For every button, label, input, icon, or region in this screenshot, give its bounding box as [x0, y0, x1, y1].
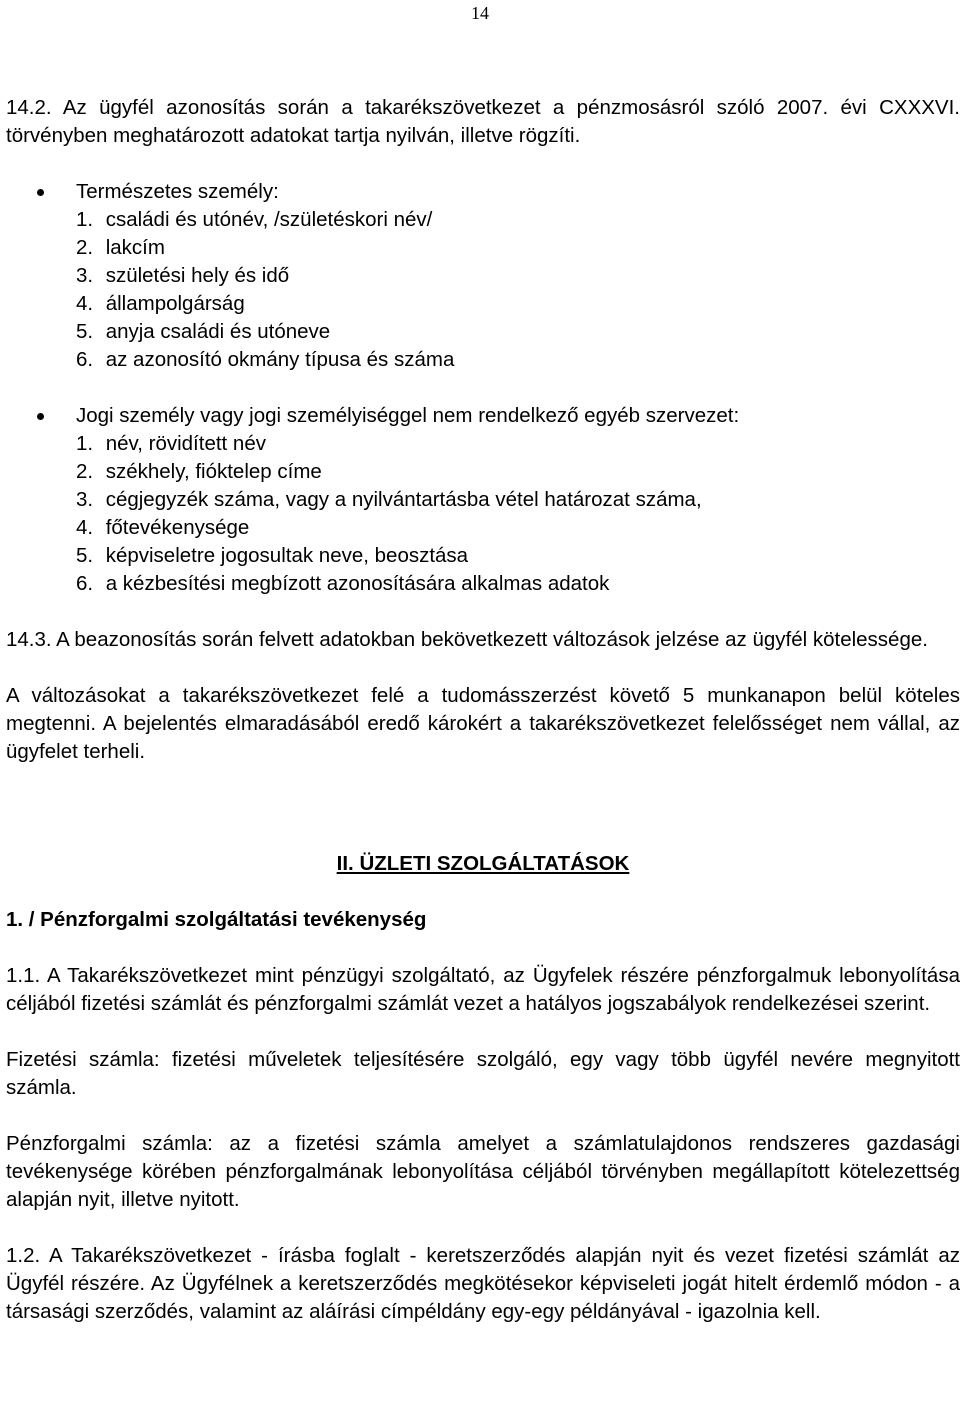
list-number: 1.: [76, 432, 94, 455]
legal-person-list: [76, 430, 960, 598]
list-number: 4.: [76, 516, 94, 539]
spacer: [6, 794, 960, 822]
list-text: név, rövidített név: [105, 432, 266, 455]
list-item: [76, 234, 960, 262]
list-item: [76, 458, 960, 486]
list-item: [76, 570, 960, 598]
bullet-icon: [37, 189, 44, 196]
list-text: az azonosító okmány típusa és száma: [105, 348, 455, 371]
list-item: [76, 206, 960, 234]
list-number: 5.: [76, 320, 94, 343]
spacer: [6, 1102, 960, 1130]
list-item: [76, 430, 960, 458]
list-item: [76, 318, 960, 346]
list-text: állampolgárság: [105, 292, 245, 315]
list-number: 1.: [76, 208, 94, 231]
paragraph-14-3: 14.3. A beazonosítás során felvett adatokban bekövetkezett változások jelzése az ügyfél kötelessége.: [6, 628, 928, 651]
list-number: 6.: [76, 348, 94, 371]
list-item: [76, 486, 960, 514]
list-text: a kézbesítési megbízott azonosítására alkalmas adatok: [105, 572, 610, 595]
document-body: [6, 94, 960, 1326]
list-text: képviseletre jogosultak neve, beosztása: [105, 544, 469, 567]
spacer: [6, 878, 960, 906]
list-text: lakcím: [105, 236, 165, 259]
natural-person-block: [6, 178, 960, 374]
page-number: 14: [471, 3, 489, 23]
paragraph-penzforgalmi-szamla: Pénzforgalmi számla: az a fizetési számla amelyet a számlatulajdonos rendszeres gazdasági tevékenysége körében pénzforgalmának lebonyolítása céljából törvényben megállapított kötelezettség alapján nyit, illetve nyitott.: [6, 1132, 960, 1211]
spacer: [6, 150, 960, 178]
list-number: 3.: [76, 488, 94, 511]
list-text: születési hely és idő: [105, 264, 290, 287]
list-item: [76, 514, 960, 542]
spacer: [6, 598, 960, 626]
spacer: [6, 1018, 960, 1046]
paragraph-14-2: 14.2. Az ügyfél azonosítás során a takarékszövetkezet a pénzmosásról szóló 2007. évi CXXXVI. törvényben meghatározott adatokat tartja nyilván, illetve rögzíti.: [6, 96, 960, 147]
natural-person-heading: Természetes személy:: [76, 180, 279, 203]
bullet-icon: [37, 413, 44, 420]
spacer: [6, 374, 960, 402]
paragraph-1-2: 1.2. A Takarékszövetkezet - írásba foglalt - keretszerződés alapján nyit és vezet fizetési számlát az Ügyfél részére. Az Ügyfélnek a keretszerződés megkötésekor képviseleti jogát hitelt érdemlő módon - a társasági szerződés, valamint az aláírási címpéldány egy-egy példányával - igazolnia kell.: [6, 1244, 960, 1323]
list-text: anyja családi és utóneve: [105, 320, 331, 343]
paragraph-changes: A változásokat a takarékszövetkezet felé a tudomásszerzést követő 5 munkanapon belül köteles megtenni. A bejelentés elmaradásából eredő károkért a takarékszövetkezet felelősséget nem vállal, az ügyfelet terheli.: [6, 684, 960, 763]
paragraph-fizetesi-szamla: Fizetési számla: fizetési műveletek teljesítésére szolgáló, egy vagy több ügyfél nevére megnyitott számla.: [6, 1048, 960, 1099]
paragraph-1-1: 1.1. A Takarékszövetkezet mint pénzügyi szolgáltató, az Ügyfelek részére pénzforgalmuk lebonyolítása céljából fizetési számlát és pénzforgalmi számlát vezet a hatályos jogszabályok rendelkezései szerint.: [6, 964, 960, 1015]
list-number: 4.: [76, 292, 94, 315]
list-text: családi és utónév, /születéskori név/: [105, 208, 433, 231]
list-item: [76, 262, 960, 290]
list-number: 2.: [76, 236, 94, 259]
spacer: [6, 766, 960, 794]
list-item: [76, 290, 960, 318]
list-number: 3.: [76, 264, 94, 287]
natural-person-list: [76, 206, 960, 374]
list-item: [76, 542, 960, 570]
list-number: 5.: [76, 544, 94, 567]
legal-person-block: [6, 402, 960, 598]
list-text: főtevékenysége: [105, 516, 250, 539]
section-title: II. ÜZLETI SZOLGÁLTATÁSOK: [336, 852, 630, 875]
spacer: [6, 1214, 960, 1242]
spacer: [6, 934, 960, 962]
spacer: [6, 654, 960, 682]
legal-person-heading: Jogi személy vagy jogi személyiséggel nem rendelkező egyéb szervezet:: [76, 404, 740, 427]
spacer: [6, 822, 960, 850]
list-number: 2.: [76, 460, 94, 483]
list-number: 6.: [76, 572, 94, 595]
list-text: székhely, fióktelep címe: [105, 460, 322, 483]
subsection-title: 1. / Pénzforgalmi szolgáltatási tevékenység: [6, 908, 427, 931]
list-item: [76, 346, 960, 374]
list-text: cégjegyzék száma, vagy a nyilvántartásba vétel határozat száma,: [105, 488, 702, 511]
